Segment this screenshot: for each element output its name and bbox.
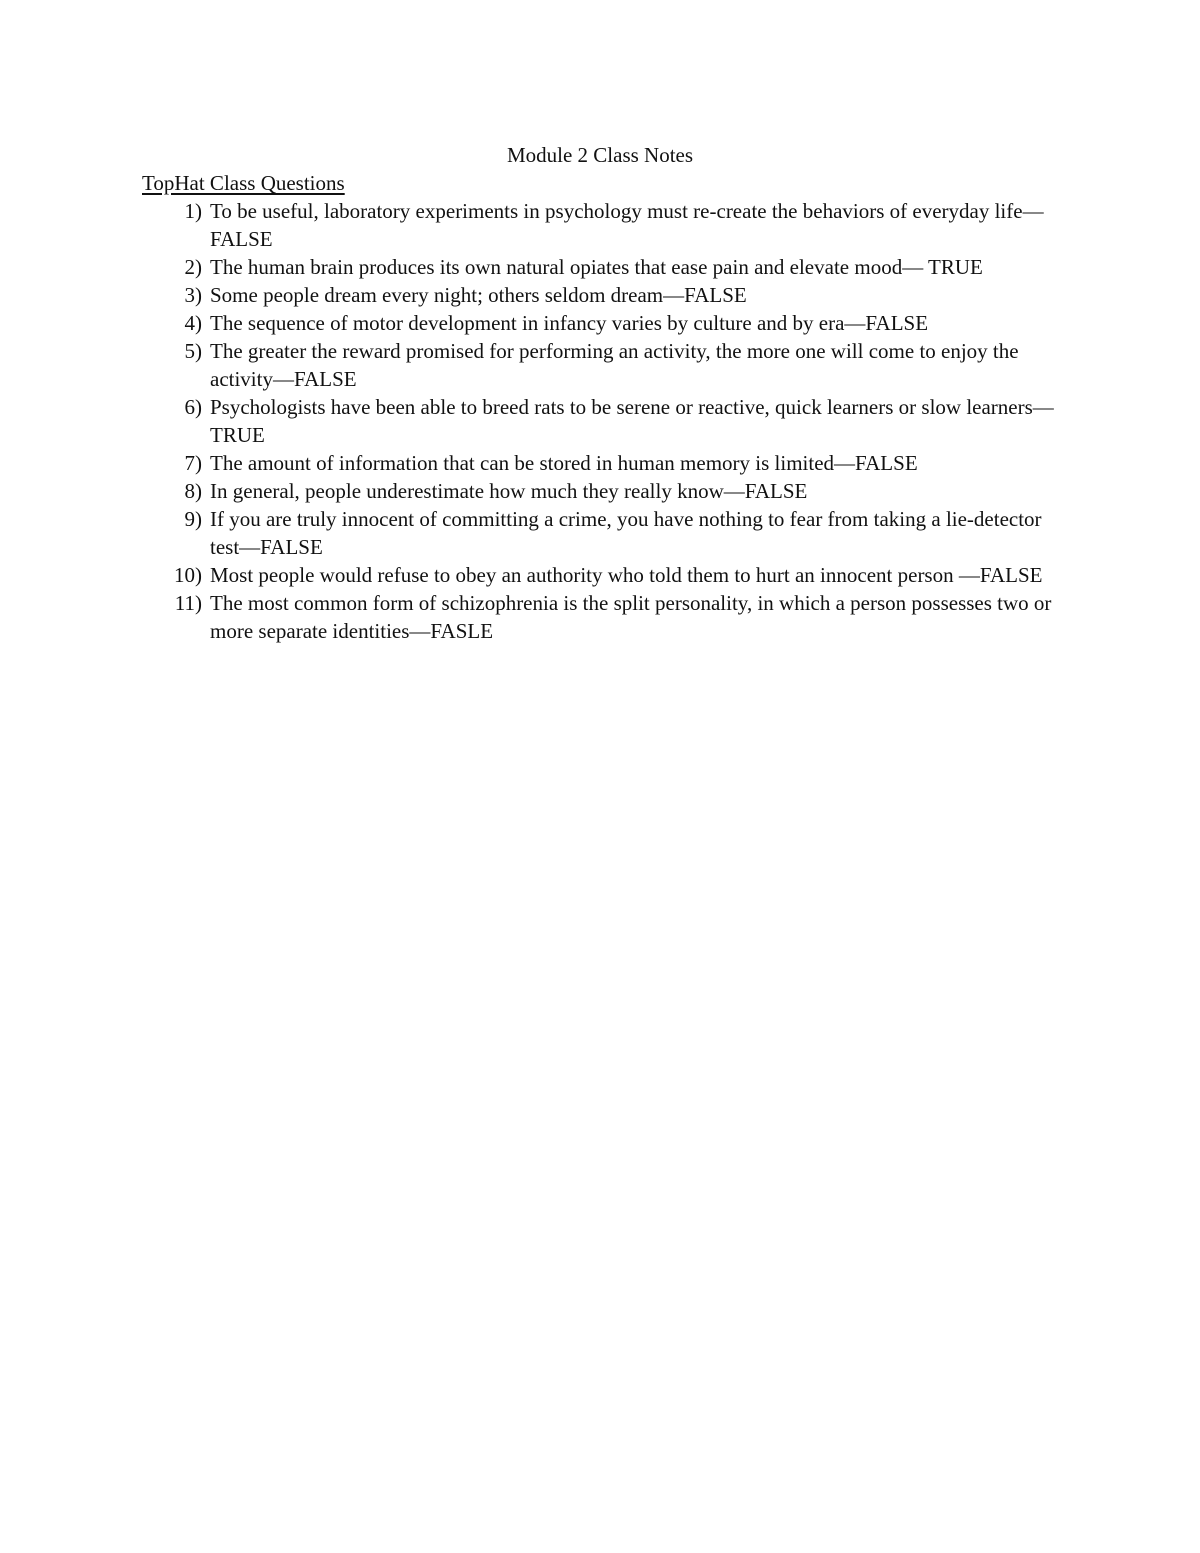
question-text: To be useful, laboratory experiments in psychology must re-create the behaviors of everyday life—FALSE: [210, 199, 1044, 251]
question-number: 3): [184, 283, 202, 307]
question-text: Some people dream every night; others seldom dream—FALSE: [210, 283, 747, 307]
question-item: [142, 393, 1062, 449]
question-number: 10): [174, 563, 202, 587]
question-list: [142, 197, 1062, 645]
question-item: [142, 449, 1062, 477]
question-item: [142, 477, 1062, 505]
question-number: 6): [184, 395, 202, 419]
question-number: 5): [184, 339, 202, 363]
question-text: The sequence of motor development in infancy varies by culture and by era—FALSE: [210, 311, 929, 335]
question-number: 2): [184, 255, 202, 279]
question-number: 4): [184, 311, 202, 335]
question-text: If you are truly innocent of committing a crime, you have nothing to fear from taking a lie-detector test—FALSE: [210, 507, 1042, 559]
question-item: [142, 337, 1062, 393]
question-number: 9): [184, 507, 202, 531]
question-text: In general, people underestimate how much they really know—FALSE: [210, 479, 808, 503]
question-number: 11): [174, 591, 202, 615]
question-number: 1): [184, 199, 202, 223]
question-item: [142, 309, 1062, 337]
question-item: [142, 589, 1062, 645]
section-heading: TopHat Class Questions: [142, 171, 345, 195]
question-number: 7): [184, 451, 202, 475]
question-item: [142, 505, 1062, 561]
question-item: [142, 197, 1062, 253]
question-item: [142, 281, 1062, 309]
question-text: The human brain produces its own natural opiates that ease pain and elevate mood— TRUE: [210, 255, 983, 279]
question-text: Most people would refuse to obey an authority who told them to hurt an innocent person —FALSE: [210, 563, 1043, 587]
question-item: [142, 561, 1062, 589]
question-text: The greater the reward promised for performing an activity, the more one will come to enjoy the activity—FALSE: [210, 339, 1019, 391]
question-text: The most common form of schizophrenia is the split personality, in which a person possesses two or more separate identities—FASLE: [210, 591, 1052, 643]
question-text: The amount of information that can be stored in human memory is limited—FALSE: [210, 451, 918, 475]
question-number: 8): [184, 479, 202, 503]
question-text: Psychologists have been able to breed rats to be serene or reactive, quick learners or slow learners—TRUE: [210, 395, 1054, 447]
question-item: [142, 253, 1062, 281]
page-title: Module 2 Class Notes: [506, 143, 694, 167]
